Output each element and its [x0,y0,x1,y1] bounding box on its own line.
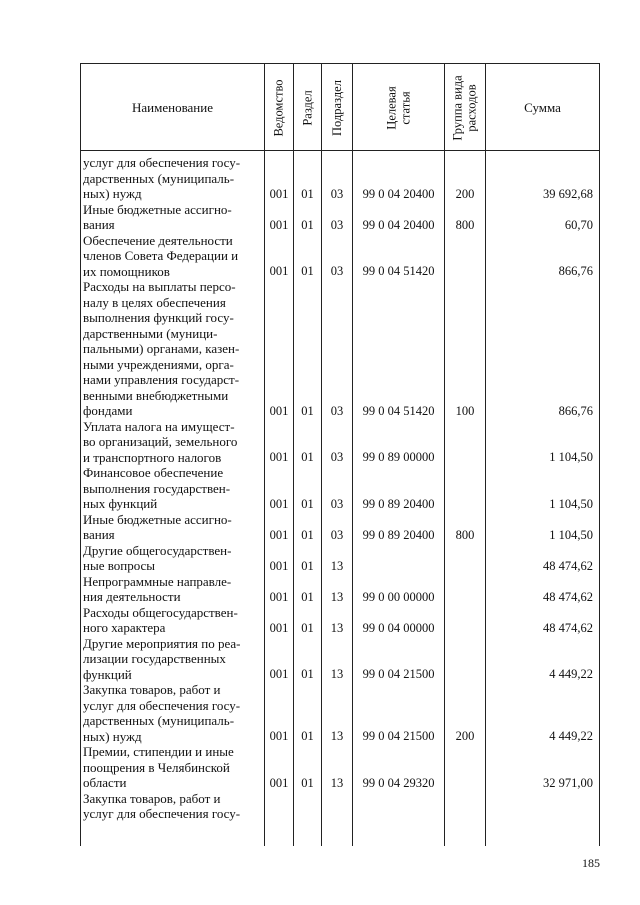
row-target: 99 0 89 20400 [362,527,435,542]
table-row [81,791,599,822]
row-name-line: фондами [83,403,133,418]
header-name-cell [81,64,264,152]
row-target: 99 0 04 29320 [362,775,435,790]
header-name: Наименование [132,100,213,115]
row-dept: 001 [269,450,289,464]
header-section-cell [294,64,321,152]
row-sum: 1 104,50 [549,496,593,511]
row-name [83,744,263,791]
row-name-line: Обеспечение деятельности [83,232,233,248]
row-dept: 001 [269,558,289,573]
row-name-line: Другие общегосударствен- [83,542,232,558]
header-group-line1: Группа вида [451,75,466,141]
row-target: 99 0 89 00000 [362,450,435,464]
row-subsection: 13 [330,589,344,604]
row-sum: 48 474,62 [543,558,593,573]
row-name-line: дарственными (муници- [83,325,218,341]
row-sum: 4 449,22 [549,667,593,681]
row-subsection: 13 [330,558,344,573]
row-sum: 48 474,62 [543,589,593,604]
row-name-line: вания [83,527,115,542]
header-target-line2: статья [398,91,413,125]
header-subsection: Подраздел [330,80,344,136]
row-name-line: Расходы общегосударствен- [83,604,238,620]
table-row [81,744,599,791]
row-name-line: ных) нужд [83,728,142,744]
row-name-line: области [83,775,127,790]
row-name [83,233,263,280]
row-name-line: выполнения функций госу- [83,310,234,325]
row-section: 01 [301,496,314,511]
row-section: 01 [301,558,314,573]
header-target-line1: Целевая [384,86,399,130]
row-name-line: пальными) органами, казен- [83,341,240,356]
row-name-line: Премии, стипендии и иные [83,744,234,759]
table-row [81,155,599,202]
row-sum: 60,70 [564,217,593,232]
row-name-line: налу в целях обеспечения [83,294,226,310]
table-row [81,419,599,466]
row-target: 99 0 04 21500 [362,667,435,681]
row-subsection: 03 [330,403,344,418]
row-subsection: 13 [330,775,344,790]
row-name-line: Иные бюджетные ассигно- [83,201,232,217]
table-row [81,543,599,574]
row-subsection: 03 [330,450,344,464]
row-section: 01 [301,620,314,635]
row-section: 01 [301,729,314,743]
row-name-line: ных) нужд [83,186,142,201]
row-name-line: Непрограммные направле- [83,573,232,589]
row-name-line: выполнения государствен- [83,480,231,496]
row-sum: 48 474,62 [543,620,593,635]
row-section: 01 [301,589,314,604]
row-dept: 001 [269,496,289,511]
row-name [83,419,263,466]
header-target-cell [353,64,444,152]
row-dept: 001 [269,620,289,635]
table-row [81,279,599,419]
row-target: 99 0 04 21500 [362,729,435,743]
row-group: 100 [455,403,475,418]
row-target: 99 0 04 51420 [362,403,435,418]
row-subsection: 13 [330,729,344,743]
page-number: 185 [582,856,600,870]
row-group: 200 [455,186,475,201]
header-group-line2: расходов [465,84,480,132]
row-name-line: Другие мероприятия по реа- [83,635,241,651]
row-dept: 001 [269,186,289,201]
row-name-line: Иные бюджетные ассигно- [83,511,232,527]
table-row [81,202,599,233]
row-sum: 1 104,50 [549,450,593,464]
row-name-line: Финансовое обеспечение [83,465,224,480]
row-dept: 001 [269,775,289,790]
row-name [83,512,263,543]
table-row [81,233,599,280]
row-name-line: ных функций [83,496,158,511]
header-subsection-cell [322,64,352,152]
row-subsection: 03 [330,264,344,278]
row-dept: 001 [269,589,289,604]
budget-table [80,63,600,846]
row-target: 99 0 89 20400 [362,496,435,511]
row-dept: 001 [269,527,289,542]
table-row [81,605,599,636]
row-subsection: 13 [330,667,344,681]
row-name-line: дарственных (муниципаль- [83,170,235,186]
row-name-line: Уплата налога на имущест- [83,418,235,434]
row-dept: 001 [269,403,289,418]
row-sum: 32 971,00 [543,775,593,790]
row-name [83,202,263,233]
header-sum: Сумма [524,100,561,115]
row-name-line: услуг для обеспечения госу- [83,697,241,713]
row-name [83,605,263,636]
row-sum: 866,76 [558,403,593,418]
table-body [81,151,599,846]
row-name [83,636,263,683]
row-name-line: нами управления государст- [83,372,240,387]
row-target: 99 0 04 51420 [362,264,435,278]
row-target: 99 0 04 20400 [362,186,435,201]
row-name-line: поощрения в Челябинской [83,759,230,775]
row-sum: 4 449,22 [549,729,593,743]
row-subsection: 03 [330,527,344,542]
row-name-line: ные вопросы [83,558,156,573]
row-name-line: во организаций, земельного [83,434,238,449]
row-subsection: 03 [330,217,344,232]
row-section: 01 [301,775,314,790]
row-name-line: Закупка товаров, работ и [83,790,221,806]
row-name [83,543,263,574]
row-name-line: ния деятельности [83,589,181,604]
row-name [83,155,263,202]
row-name-line: членов Совета Федерации и [83,248,239,263]
header-dept: Ведомство [272,79,286,137]
row-section: 01 [301,186,314,201]
row-dept: 001 [269,667,289,681]
table-header [81,63,599,151]
row-name [83,574,263,605]
row-name-line: вания [83,217,115,232]
row-dept: 001 [269,729,289,743]
header-dept-cell [265,64,293,152]
row-group: 800 [455,527,475,542]
header-group-cell [445,64,485,152]
row-section: 01 [301,667,314,681]
row-section: 01 [301,217,314,232]
row-name [83,682,263,744]
row-subsection: 03 [330,496,344,511]
table-row [81,682,599,744]
row-name-line: их помощников [83,263,170,279]
row-name-line: и транспортного налогов [83,449,222,465]
row-sum: 866,76 [558,264,593,278]
header-group [451,75,479,140]
row-name-line: услуг для обеспечения госу- [83,806,241,821]
row-name-line: дарственных (муниципаль- [83,713,235,728]
row-name-line: ного характера [83,620,166,635]
row-subsection: 03 [330,186,344,201]
table-row [81,512,599,543]
row-name-line: Расходы на выплаты персо- [83,279,236,294]
row-name [83,465,263,512]
row-target: 99 0 00 00000 [362,589,435,604]
row-name-line: услуг для обеспечения госу- [83,155,241,170]
header-section: Раздел [300,90,315,126]
row-target: 99 0 04 20400 [362,217,435,232]
row-dept: 001 [269,264,289,278]
row-section: 01 [301,527,314,542]
row-dept: 001 [269,217,289,232]
row-name-line: венными внебюджетными [83,387,229,403]
row-group: 200 [455,729,475,743]
row-name [83,791,263,822]
table-row [81,465,599,512]
row-section: 01 [301,450,314,464]
row-group: 800 [455,217,475,232]
row-name-line: ными учреждениями, орга- [83,356,234,372]
table-row [81,574,599,605]
header-target [385,86,413,129]
row-name-line: Закупка товаров, работ и [83,682,221,697]
row-target: 99 0 04 00000 [362,620,435,635]
row-name-line: лизации государственных [83,651,226,666]
row-sum: 39 692,68 [543,186,593,201]
table-row [81,636,599,683]
header-sum-cell [486,64,599,152]
row-name [83,279,263,419]
row-section: 01 [301,403,314,418]
row-sum: 1 104,50 [549,527,593,542]
row-name-line: функций [83,666,132,682]
row-section: 01 [301,264,314,278]
row-subsection: 13 [330,620,344,635]
